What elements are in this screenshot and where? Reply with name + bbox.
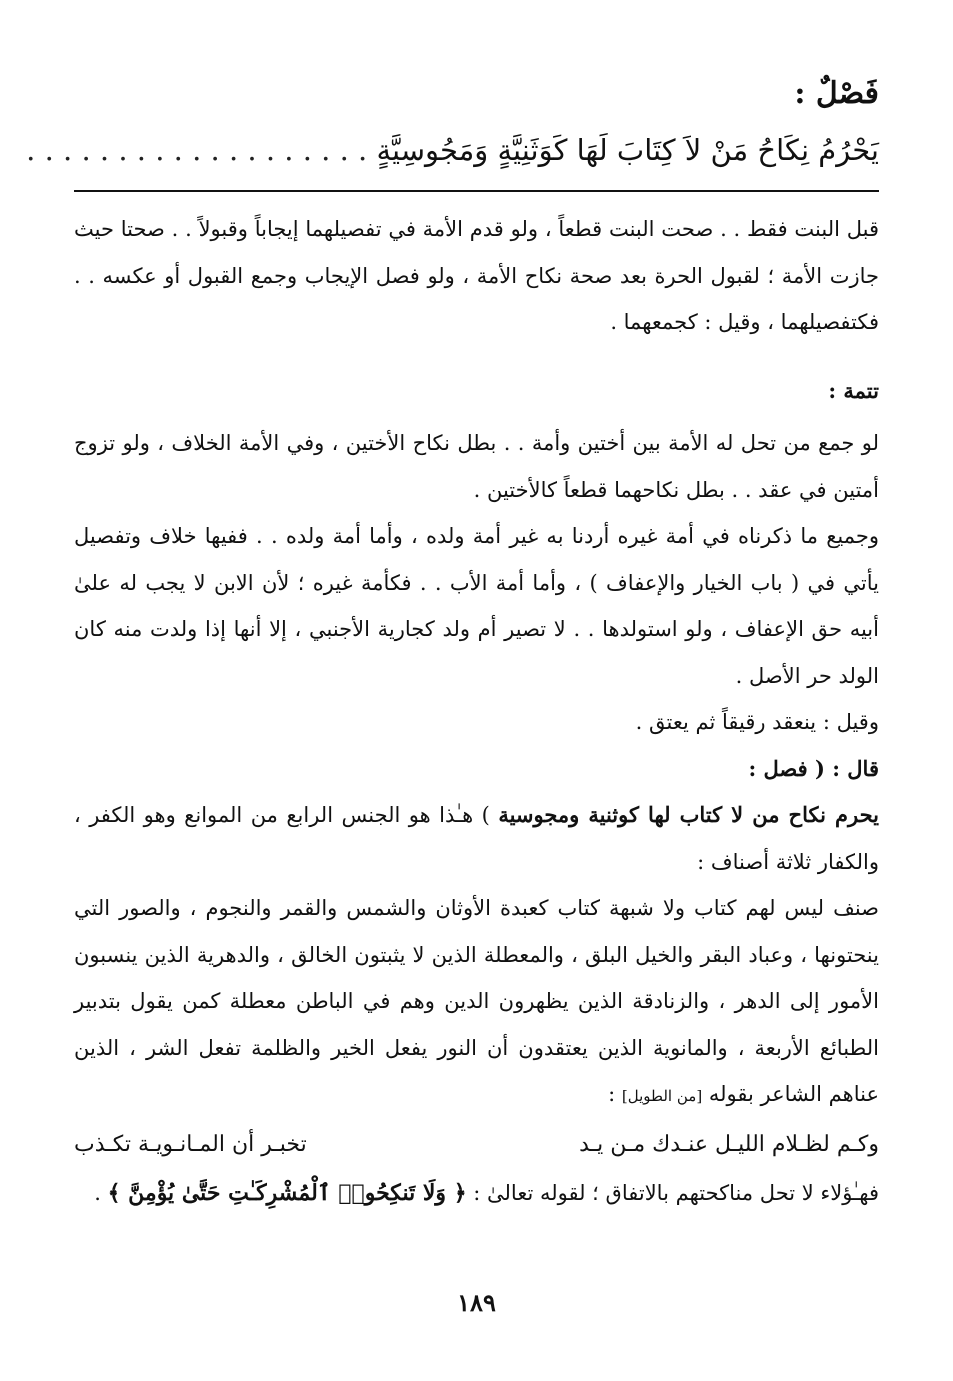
meter-note: [من الطويل] xyxy=(621,1087,703,1105)
paragraph-4: وقيل : ينعقد رقيقاً ثم يعتق . xyxy=(635,710,879,734)
paragraph-8-end: . xyxy=(94,1180,101,1205)
matn-text-line xyxy=(26,128,879,172)
verse-first-hemistich: وكـم لظـلام الليـل عنـدك مـن يـد xyxy=(579,1131,879,1157)
paragraph-3: وجميع ما ذكرناه في أمة غيره أردنا به غير أمة ولده ، وأما أمة ولده . . ففيها خلاف وتفصيل يأتي في ( باب الخيار والإعفاف ) ، وأما أمة الأب . . فكأمة غيره ؛ لأن الابن لا يجب له علىٰ أبيه حق الإعفاف ، ولو استولدها . . لا تصير أم ولد كجارية الأجنبي ، إلا أنها إذا ولدت منه كان الولد حر الأصل . xyxy=(74,524,879,688)
matn-dots: . . . . . . . . . . . . . . . . . . . xyxy=(26,133,368,167)
verse-second-hemistich: تخبـر أن المـانـويـة تكـذب xyxy=(74,1131,307,1157)
matn-section-heading: فَصْلٌ : xyxy=(794,76,879,111)
page-number: ١٨٩ xyxy=(457,1288,496,1317)
quran-quote: ﴿ وَلَا تَنكِحُوا۟ ٱلْمُشْرِكَـٰتِ حَتَّىٰ يُؤْمِنَّ ﴾ xyxy=(107,1179,467,1206)
paragraph-2: لو جمع من تحل له الأمة بين أختين وأمة . . بطل نكاح الأختين ، وفي الأمة الخلاف ، ولو تزوج أمتين في عقد . . بطل نكاحهما قطعاً كالأختين . xyxy=(74,431,879,502)
paragraph-6 xyxy=(74,792,879,885)
commentary-text xyxy=(74,206,879,1216)
poetry-verse xyxy=(74,1120,879,1170)
matn-text: يَحْرُمُ نِكَاحُ مَنْ لاَ كِتَابَ لَهَا كَوَثَنِيَّةٍ وَمَجُوسِيَّةٍ xyxy=(376,133,879,167)
spacer xyxy=(74,346,879,368)
paragraph-7-text: صنف ليس لهم كتاب ولا شبهة كتاب كعبدة الأوثان والشمس والقمر والنجوم ، والصور التي ينحتونها ، وعباد البقر والخيل البلق ، والمعطلة الذين لا يثبتون الخالق ، والدهرية الذين ينسبون الأمور إلى الدهر ، والزنادقة الذين يظهرون الدين وهم في الباطن معطلة كمن يقول بتدبير الطبائع الأربعة ، والمانوية الذين يعتقدون أن النور يفعل الخير والظلمة تفعل الشر ، الذين عناهم الشاعر بقوله xyxy=(74,896,879,1106)
paragraph-7 xyxy=(74,885,879,1120)
paragraph-8 xyxy=(74,1170,879,1217)
separator-line xyxy=(74,190,879,192)
paragraph-6-text: ) هـٰذا هو الجنس الرابع من الموانع وهو الكفر ، والكفار ثلاثة أصناف : xyxy=(74,803,879,874)
matn-quote: يحرم نكاح من لا كتاب لها كوثنية ومجوسية xyxy=(498,802,879,827)
paragraph-7-end: : xyxy=(608,1082,616,1106)
paragraph-5: قال : ( فصل : xyxy=(748,755,879,781)
paragraph-1: قبل البنت فقط . . صحت البنت قطعاً ، ولو قدم الأمة في تفصيلهما إيجاباً وقبولاً . . صحتا حيث جازت الأمة ؛ لقبول الحرة بعد صحة نكاح الأمة ، ولو فصل الإيجاب وجمع القبول أو عكسه . . فكتفصيلهما ، وقيل : كجمعهما . xyxy=(74,217,879,334)
paragraph-8-text: فهـٰؤلاء لا تحل مناكحتهم بالاتفاق ؛ لقوله تعالىٰ : xyxy=(473,1180,879,1205)
tatimma-heading: تتمة : xyxy=(828,377,879,403)
